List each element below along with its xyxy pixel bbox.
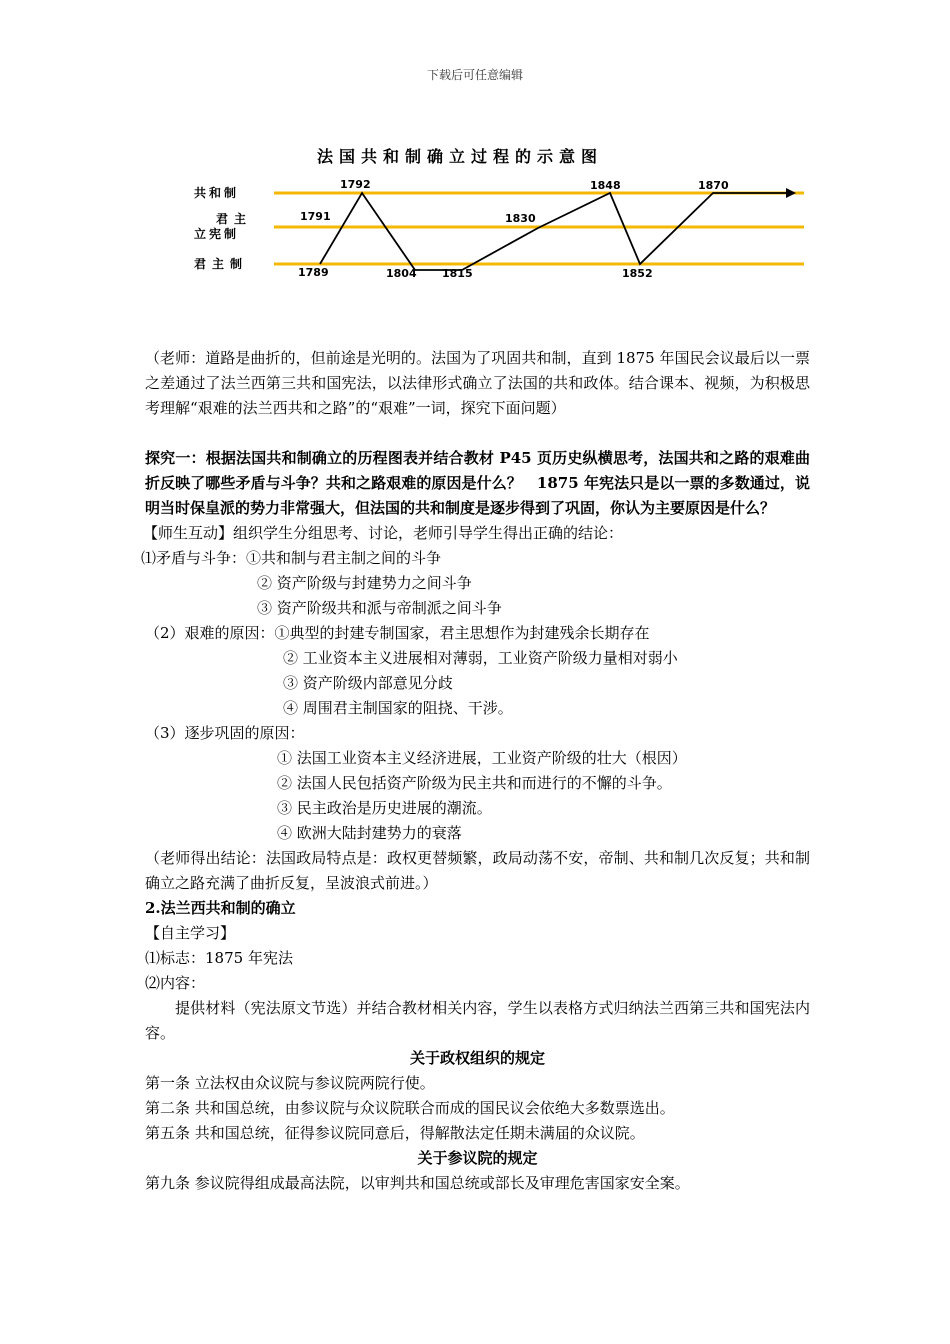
page-header: 下载后可任意编辑 — [426, 68, 523, 82]
year-label: 1789 — [298, 266, 329, 279]
consolidation-item: ① 法国工业资本主义经济进展，工业资产阶级的壮大（根因） — [277, 749, 687, 767]
inquiry-question: 探究一：根据法国共和制确立的历程图表并结合教材 P45 页历史纵横思考，法国共和之路的艰难曲折反映了哪些矛盾与斗争？共和之路艰难的原因是什么？ 1875 年宪法只是以一票的多数通过，说明当时保皇派的势力非常强大，但法国的共和制度是逐步得到了巩固，你认为主要原因是什么？ — [145, 449, 810, 517]
label-constitutional-1: 君主 — [216, 212, 253, 226]
section-difficulties — [145, 621, 810, 646]
section-heading: 2.法兰西共和制的确立 — [145, 899, 296, 917]
difficulties-item: ③ 资产阶级内部意见分歧 — [283, 674, 453, 692]
heading-senate: 关于参议院的规定 — [417, 1149, 538, 1167]
year-label: 1852 — [622, 267, 653, 280]
year-label: 1804 — [386, 267, 417, 280]
article-5: 第五条 共和国总统，征得参议院同意后，得解散法定任期未满届的众议院。 — [145, 1124, 645, 1142]
article-1: 第一条 立法权由众议院与参议院两院行使。 — [145, 1074, 435, 1092]
conflicts-item: ② 资产阶级与封建势力之间斗争 — [257, 574, 472, 592]
year-label: 1815 — [442, 267, 473, 280]
article-9: 第九条 参议院得组成最高法院，以审判共和国总统或部长及审理危害国家安全案。 — [145, 1174, 690, 1192]
heading-power-organization: 关于政权组织的规定 — [409, 1049, 545, 1067]
conflicts-title: ⑴矛盾与斗争： — [141, 549, 247, 567]
section-conflicts — [141, 546, 810, 571]
interaction-note: 【师生互动】组织学生分组思考、讨论，老师引导学生得出正确的结论： — [143, 524, 624, 542]
consolidation-item: ② 法国人民包括资产阶级为民主共和而进行的不懈的斗争。 — [277, 774, 672, 792]
year-label: 1848 — [590, 179, 621, 192]
label-republic: 共和制 — [194, 186, 240, 200]
consolidation-item: ④ 欧洲大陆封建势力的衰落 — [277, 824, 462, 842]
year-label: 1792 — [340, 178, 371, 191]
article-2: 第二条 共和国总统，由参议院与众议院联合而成的国民议会依绝大多数票选出。 — [145, 1099, 675, 1117]
difficulties-title: （2）艰难的原因： — [145, 624, 275, 642]
timeline-path — [320, 193, 788, 270]
sign-line: ⑴标志：1875 年宪法 — [145, 949, 293, 967]
year-label: 1830 — [505, 212, 536, 225]
label-constitutional-2: 立宪制 — [194, 227, 240, 241]
difficulties-item: ①典型的封建专制国家，君主思想作为封建残余长期存在 — [274, 624, 650, 642]
diagram-title: 法国共和制确立过程的示意图 — [316, 147, 604, 166]
consolidation-item: ③ 民主政治是历史进展的潮流。 — [277, 799, 492, 817]
difficulties-item: ② 工业资本主义进展相对薄弱，工业资产阶级力量相对弱小 — [283, 649, 678, 667]
consolidation-title: （3）逐步巩固的原因： — [145, 724, 305, 742]
arrow-head — [786, 188, 796, 198]
conflicts-item: ③ 资产阶级共和派与帝制派之间斗争 — [257, 599, 502, 617]
teacher-intro: （老师：道路是曲折的，但前途是光明的。法国为了巩固共和制，直到 1875 年国民会议最后以一票之差通过了法兰西第三共和国宪法，以法律形式确立了法国的共和政体。结合课本、视频，为积极思考理解“艰难的法兰西共和之路”的“艰难”一词，探究下面问题） — [145, 349, 810, 417]
year-label: 1791 — [300, 210, 331, 223]
teacher-conclusion: （老师得出结论：法国政局特点是：政权更替频繁，政局动荡不安，帝制、共和制几次反复；共和制确立之路充满了曲折反复，呈波浪式前进。） — [145, 849, 810, 892]
conflicts-item: ①共和制与君主制之间的斗争 — [246, 549, 442, 567]
content-description: 提供材料（宪法原文节选）并结合教材相关内容，学生以表格方式归纳法兰西第三共和国宪法内容。 — [145, 999, 810, 1042]
label-monarchy: 君主制 — [194, 257, 249, 271]
year-label: 1870 — [698, 179, 729, 192]
content-label: ⑵内容： — [145, 974, 206, 992]
document-body — [141, 346, 810, 1196]
republic-timeline-diagram — [190, 140, 810, 290]
self-study-label: 【自主学习】 — [145, 924, 236, 942]
difficulties-item: ④ 周围君主制国家的阻挠、干涉。 — [283, 699, 513, 717]
